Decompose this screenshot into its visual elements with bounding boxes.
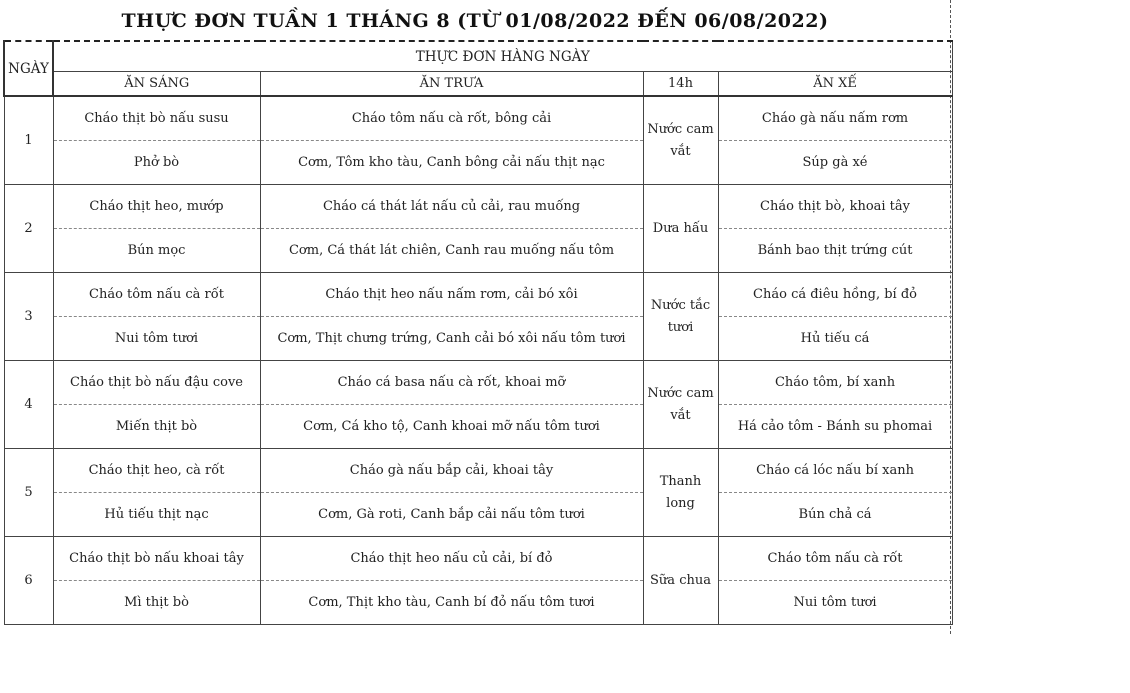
afternoon-drink-cell: Dưa hấu: [643, 185, 718, 273]
lunch-cell: Cơm, Cá kho tộ, Canh khoai mỡ nấu tôm tươi: [260, 405, 643, 449]
snack-cell: Bún chả cá: [718, 493, 952, 537]
header-lunch: ĂN TRƯA: [260, 72, 643, 97]
snack-cell: Cháo cá điêu hồng, bí đỏ: [718, 273, 952, 317]
snack-cell: Cháo tôm, bí xanh: [718, 361, 952, 405]
lunch-cell: Cháo gà nấu bắp cải, khoai tây: [260, 449, 643, 493]
breakfast-cell: Cháo thịt heo, cà rốt: [53, 449, 260, 493]
breakfast-cell: Cháo thịt bò nấu susu: [53, 96, 260, 141]
table-row: [4, 449, 952, 493]
breakfast-cell: Cháo thịt bò nấu khoai tây: [53, 537, 260, 581]
table-row: [4, 273, 952, 317]
weekly-menu-table: [3, 40, 953, 625]
day-number: 4: [4, 361, 53, 449]
table-row: [4, 317, 952, 361]
lunch-cell: Cơm, Gà roti, Canh bắp cải nấu tôm tươi: [260, 493, 643, 537]
afternoon-drink-cell: Nước cam vắt: [643, 96, 718, 185]
header-snack: ĂN XẾ: [718, 72, 952, 97]
table-row: [4, 493, 952, 537]
snack-cell: Cháo thịt bò, khoai tây: [718, 185, 952, 229]
breakfast-cell: Cháo thịt heo, mướp: [53, 185, 260, 229]
table-row: [4, 96, 952, 141]
afternoon-drink-cell: Nước tắc tươi: [643, 273, 718, 361]
afternoon-drink-cell: Thanh long: [643, 449, 718, 537]
table-row: [4, 581, 952, 625]
header-daily-menu: THỰC ĐƠN HÀNG NGÀY: [53, 41, 952, 72]
breakfast-cell: Hủ tiếu thịt nạc: [53, 493, 260, 537]
lunch-cell: Cháo cá thát lát nấu củ cải, rau muống: [260, 185, 643, 229]
snack-cell: Há cảo tôm - Bánh su phomai: [718, 405, 952, 449]
table-row: [4, 185, 952, 229]
lunch-cell: Cháo thịt heo nấu nấm rơm, cải bó xôi: [260, 273, 643, 317]
afternoon-drink-cell: Nước cam vắt: [643, 361, 718, 449]
breakfast-cell: Cháo thịt bò nấu đậu cove: [53, 361, 260, 405]
lunch-cell: Cháo thịt heo nấu củ cải, bí đỏ: [260, 537, 643, 581]
snack-cell: Nui tôm tươi: [718, 581, 952, 625]
lunch-cell: Cơm, Thịt chưng trứng, Canh cải bó xôi nấu tôm tươi: [260, 317, 643, 361]
snack-cell: Hủ tiếu cá: [718, 317, 952, 361]
menu-title: THỰC ĐƠN TUẦN 1 THÁNG 8 (TỪ 01/08/2022 ĐẾN 06/08/2022): [121, 10, 829, 32]
lunch-cell: Cơm, Tôm kho tàu, Canh bông cải nấu thịt nạc: [260, 141, 643, 185]
breakfast-cell: Nui tôm tươi: [53, 317, 260, 361]
snack-cell: Cháo tôm nấu cà rốt: [718, 537, 952, 581]
table-row: [4, 405, 952, 449]
breakfast-cell: Cháo tôm nấu cà rốt: [53, 273, 260, 317]
table-row: [4, 361, 952, 405]
breakfast-cell: Bún mọc: [53, 229, 260, 273]
day-number: 5: [4, 449, 53, 537]
header-ngay: NGÀY: [4, 41, 53, 96]
table-row: [4, 229, 952, 273]
lunch-cell: Cháo tôm nấu cà rốt, bông cải: [260, 96, 643, 141]
menu-body: [4, 96, 952, 625]
breakfast-cell: Phở bò: [53, 141, 260, 185]
day-number: 6: [4, 537, 53, 625]
header-breakfast: ĂN SÁNG: [53, 72, 260, 97]
day-number: 1: [4, 96, 53, 185]
lunch-cell: Cơm, Thịt kho tàu, Canh bí đỏ nấu tôm tươi: [260, 581, 643, 625]
lunch-cell: Cơm, Cá thát lát chiên, Canh rau muống nấu tôm: [260, 229, 643, 273]
breakfast-cell: Mì thịt bò: [53, 581, 260, 625]
afternoon-drink-cell: Sữa chua: [643, 537, 718, 625]
breakfast-cell: Miến thịt bò: [53, 405, 260, 449]
snack-cell: Cháo cá lóc nấu bí xanh: [718, 449, 952, 493]
day-number: 2: [4, 185, 53, 273]
table-row: [4, 141, 952, 185]
lunch-cell: Cháo cá basa nấu cà rốt, khoai mỡ: [260, 361, 643, 405]
table-row: [4, 537, 952, 581]
day-number: 3: [4, 273, 53, 361]
snack-cell: Cháo gà nấu nấm rơm: [718, 96, 952, 141]
snack-cell: Súp gà xé: [718, 141, 952, 185]
header-afternoon: 14h: [643, 72, 718, 97]
snack-cell: Bánh bao thịt trứng cút: [718, 229, 952, 273]
